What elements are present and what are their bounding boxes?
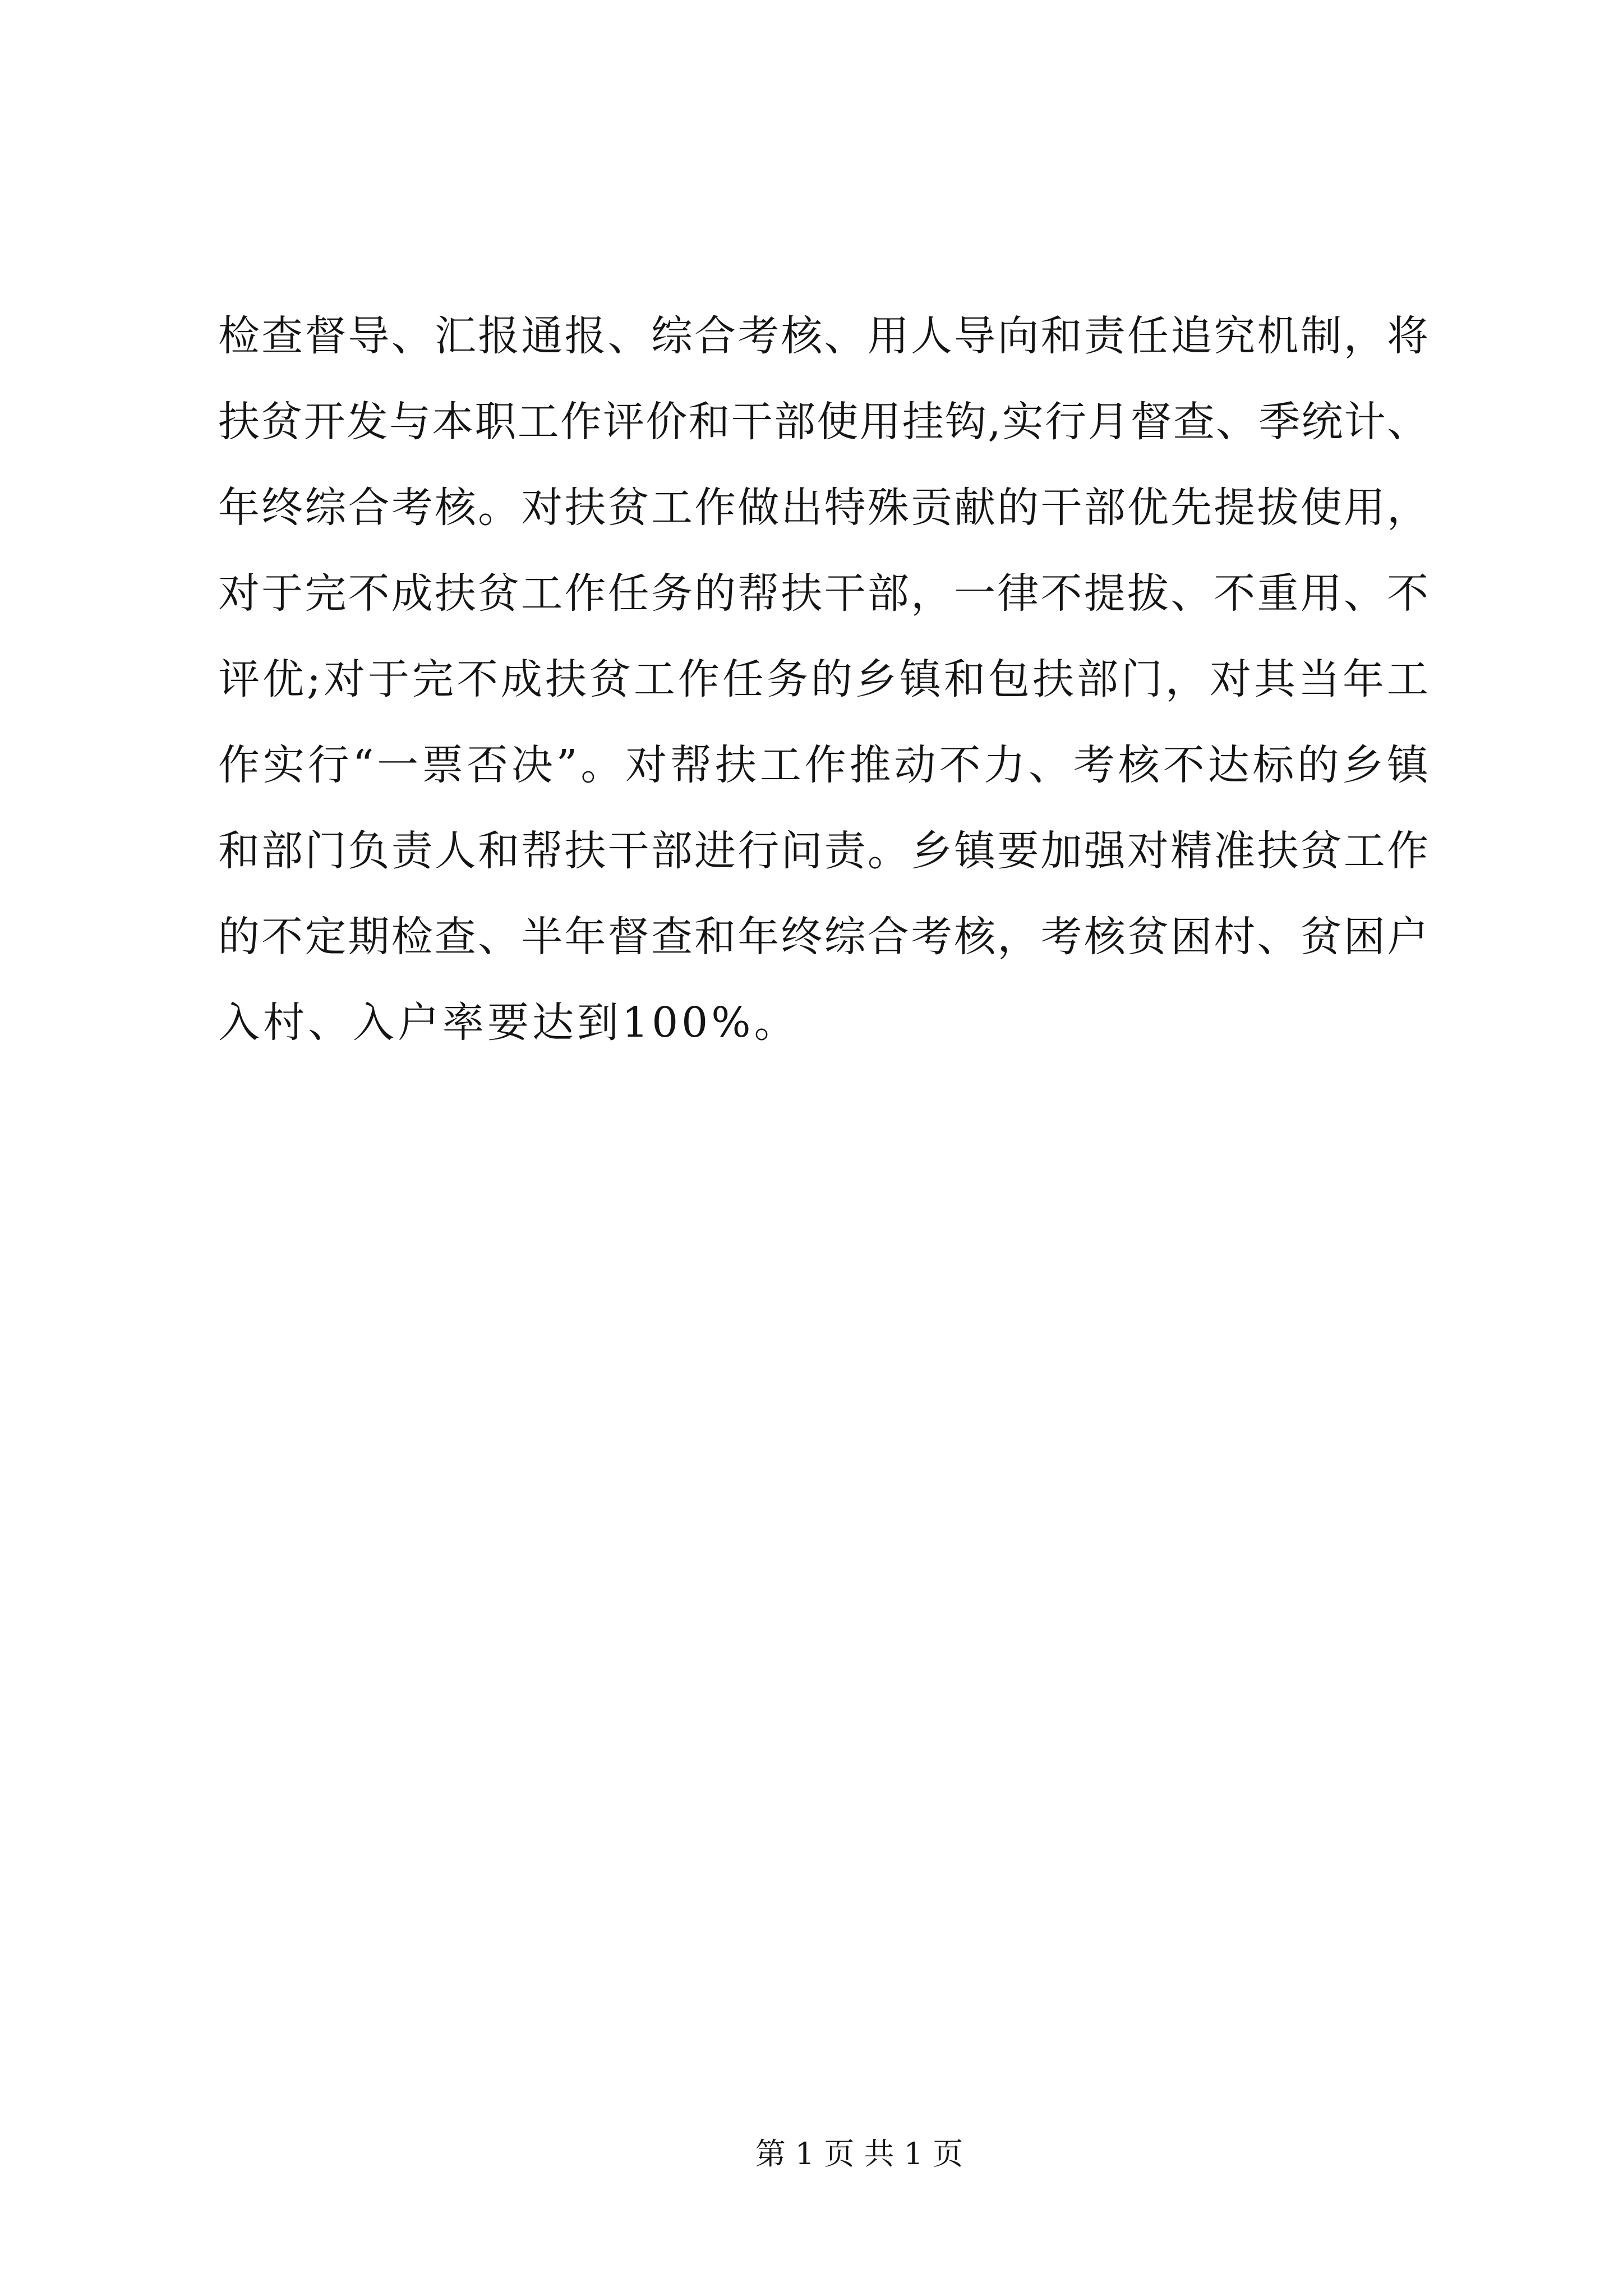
paragraph-line: 作实行“一票否决”。对帮扶工作推动不力、考核不达标的乡镇 <box>218 741 1428 789</box>
body-paragraph <box>218 293 1428 1066</box>
paragraph-line: 年终综合考核。对扶贫工作做出特殊贡献的干部优先提拔使用， <box>218 484 1428 532</box>
paragraph-line: 的不定期检查、半年督查和年终综合考核，考核贫困村、贫困户 <box>218 913 1428 961</box>
paragraph-line: 检查督导、汇报通报、综合考核、用人导向和责任追究机制，将 <box>218 312 1428 360</box>
paragraph-line: 和部门负责人和帮扶干部进行问责。乡镇要加强对精准扶贫工作 <box>218 827 1428 875</box>
paragraph-line: 对于完不成扶贫工作任务的帮扶干部，一律不提拔、不重用、不 <box>218 569 1428 618</box>
paragraph-line-last: 入村、入户率要达到100%。 <box>218 999 799 1047</box>
paragraph-line: 评优;对于完不成扶贫工作任务的乡镇和包扶部门，对其当年工 <box>218 655 1428 703</box>
paragraph-line: 扶贫开发与本职工作评价和干部使用挂钩,实行月督查、季统计、 <box>218 398 1428 446</box>
page-number-footer: 第 1 页 共 1 页 <box>755 2136 963 2171</box>
